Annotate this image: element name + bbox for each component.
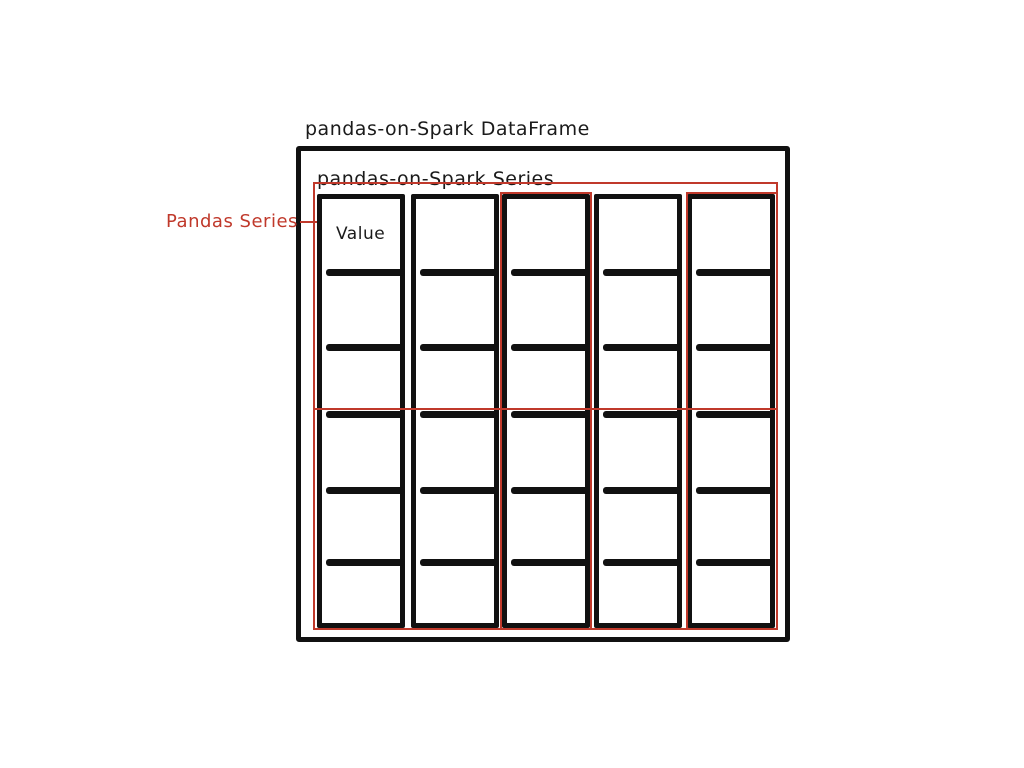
series-title: pandas-on-Spark Series <box>317 168 555 190</box>
value-cell-label: Value <box>336 224 386 244</box>
pandas-series-label: Pandas Series <box>166 211 298 232</box>
dataframe-title: pandas-on-Spark DataFrame <box>305 118 590 140</box>
column-2-highlight <box>500 192 592 630</box>
column-4-highlight <box>686 192 778 630</box>
